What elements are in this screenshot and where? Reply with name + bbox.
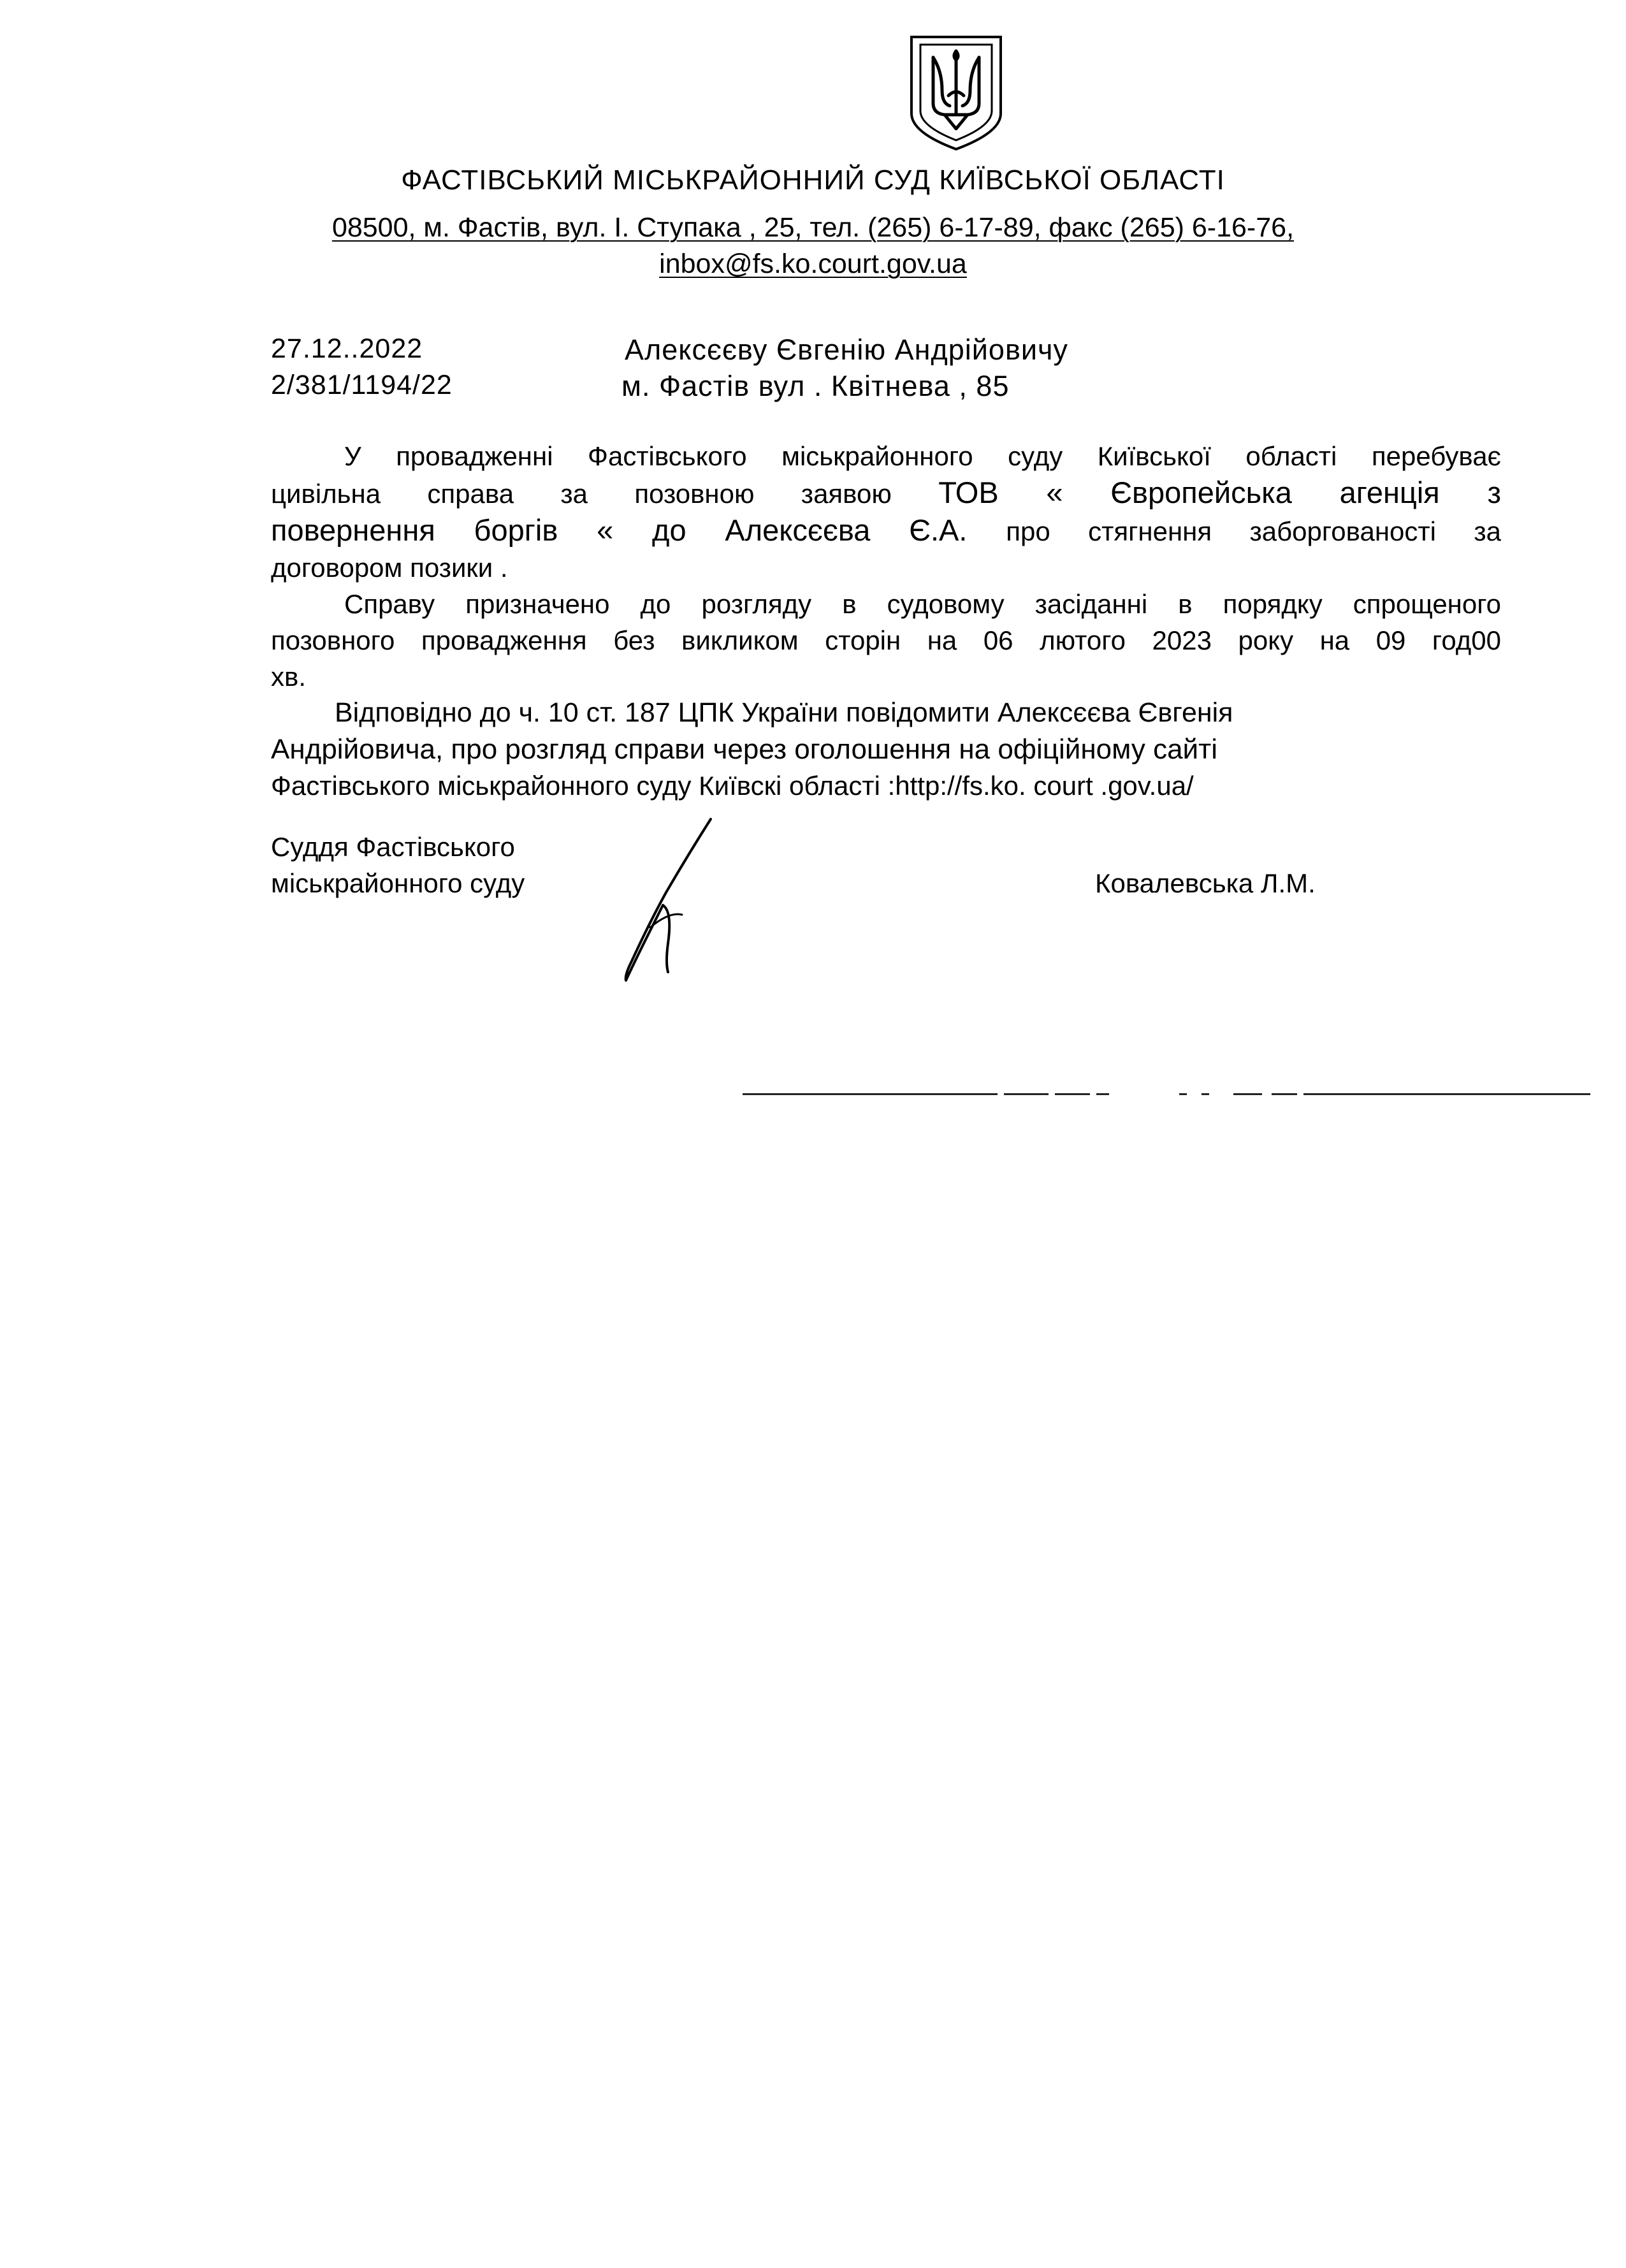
handwritten-signature (612, 816, 727, 982)
divider-segment (1201, 1093, 1209, 1095)
recipient-address: м. Фастів вул . Квітнева , 85 (621, 370, 1010, 402)
paragraph-2-line-2: позовного провадження без викликом сторін на 06 лютого 2023 року на 09 год00 (271, 625, 1501, 655)
paragraph-2-line-1: Справу призначено до розгляду в судовому засіданні в порядку спрощеного (344, 589, 1501, 619)
divider-segment (1055, 1093, 1090, 1095)
paragraph-3-line-2: Андрійовича, про розгляд справи через оголошення на офіційному сайті (271, 734, 1218, 765)
court-name: ФАСТІВСЬКИЙ МІСЬКРАЙОННИЙ СУД КИЇВСЬКОЇ ОБЛАСТІ (401, 164, 1225, 196)
divider-segment (1303, 1093, 1590, 1095)
divider-segment (1272, 1093, 1297, 1095)
paragraph-1-line-3 (271, 512, 1501, 549)
ukraine-trident-icon (905, 32, 1007, 153)
recipient-name: Алексєєву Євгенію Андрійовичу (625, 333, 1068, 366)
paragraph-2-line-3: хв. (271, 662, 306, 692)
paragraph-3-line-3: Фастівського міськрайонного суду Київскі області :http://fs.ko. court .gov.ua/ (271, 771, 1194, 801)
court-email-link[interactable]: inbox@fs.ko.court.gov.ua (659, 249, 967, 279)
signature-title-line2: міськрайонного суду (271, 868, 525, 898)
divider-segment (1233, 1093, 1262, 1095)
court-address-line1: 08500, м. Фастів, вул. І. Ступака , 25, тел. (265) 6-17-89, факс (265) 6-16-76, (331, 212, 1295, 243)
divider-segment (1179, 1093, 1187, 1095)
case-number: 2/381/1194/22 (271, 370, 453, 400)
court-email (0, 249, 1626, 280)
p1-line2-part-a: цивільна справа за позовною заявою (271, 479, 892, 509)
paragraph-1-line-2 (271, 474, 1501, 512)
paragraph-1-line-4: договором позики . (271, 553, 508, 583)
court-address (0, 212, 1626, 244)
p1-line3-part-a: повернення боргів « до Алексєєва Є.А. (271, 513, 968, 547)
letter-body (271, 438, 1501, 804)
divider-segment (1096, 1093, 1109, 1095)
divider-segment (1004, 1093, 1049, 1095)
p1-line2-part-b: ТОВ « Європейська агенція з (938, 476, 1501, 509)
paragraph-3-line-1: Відповідно до ч. 10 ст. 187 ЦПК України повідомити Алексєєва Євгенія (335, 697, 1233, 728)
signature-title-line1: Суддя Фастівського (271, 832, 515, 862)
divider-segment (743, 1093, 998, 1095)
document-date: 27.12..2022 (271, 333, 423, 364)
p1-line3-part-b: про стягнення заборгованості за (1006, 516, 1501, 546)
judge-name: Ковалевська Л.М. (1095, 868, 1316, 898)
paragraph-1-line-1: У провадженні Фастівського міськрайонного суду Київської області перебуває (344, 441, 1501, 471)
